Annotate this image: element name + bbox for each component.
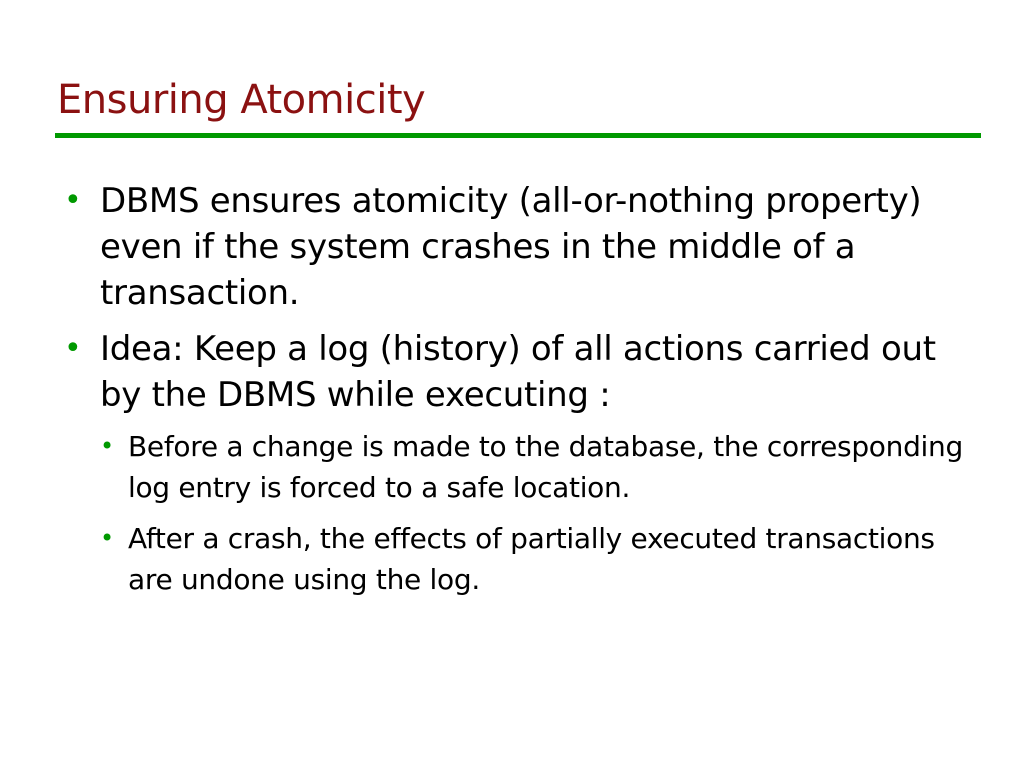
sub-bullet-item xyxy=(100,426,982,508)
bullet-list xyxy=(62,178,982,610)
sub-bullet-text: Before a change is made to the database, the corresponding log entry is forced to a safe location. xyxy=(128,430,963,504)
sub-bullet-item xyxy=(100,518,982,600)
sub-bullet-text: After a crash, the effects of partially executed transactions are undone using the log. xyxy=(128,522,935,596)
title-divider xyxy=(55,133,981,138)
bullet-dot-icon: • xyxy=(64,183,82,218)
bullet-text: Idea: Keep a log (history) of all actions carried out by the DBMS while executing : xyxy=(100,329,936,415)
bullet-dot-icon: • xyxy=(64,331,82,366)
bullet-dot-icon: • xyxy=(100,432,114,460)
slide-title: Ensuring Atomicity xyxy=(57,77,426,123)
bullet-text: DBMS ensures atomicity (all-or-nothing property) even if the system crashes in the middle of a transaction. xyxy=(100,181,922,313)
bullet-dot-icon: • xyxy=(100,524,114,552)
sub-bullet-list xyxy=(100,426,982,600)
bullet-item xyxy=(62,178,982,316)
bullet-item xyxy=(62,326,982,600)
